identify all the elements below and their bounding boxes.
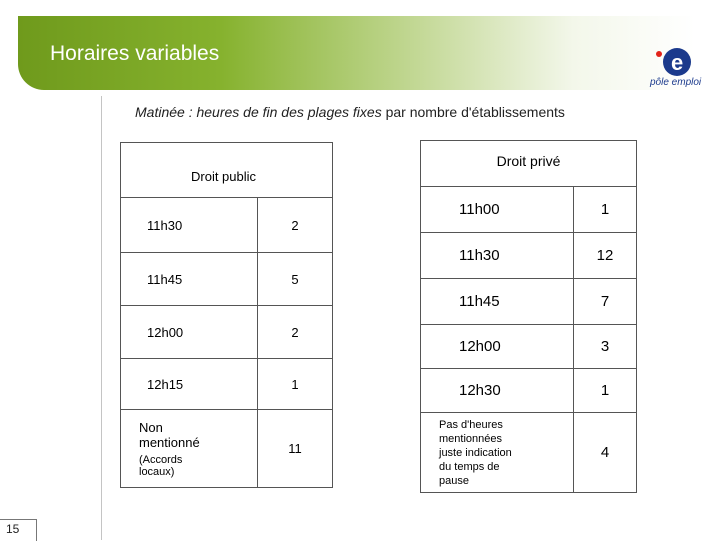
count-cell: 4: [574, 413, 637, 493]
time-cell: 12h15: [121, 359, 258, 410]
public-title: Droit public: [191, 168, 257, 184]
table-row: [421, 413, 637, 493]
time-cell: 12h30: [421, 369, 574, 413]
count-cell: 7: [574, 279, 637, 325]
unspecified-cell: [421, 413, 574, 493]
count-cell: 2: [258, 198, 333, 253]
count-cell: 1: [574, 187, 637, 233]
count-cell: 1: [574, 369, 637, 413]
count-cell: 12: [574, 233, 637, 279]
slide-title: Horaires variables: [50, 42, 220, 65]
svg-text:e: e: [671, 50, 684, 75]
private-header-cell: [421, 141, 637, 187]
table-row: [421, 233, 637, 279]
table-row: [121, 306, 333, 359]
table-row: [421, 369, 637, 413]
left-divider: [101, 96, 102, 540]
unspecified-line2: mentionnées: [439, 432, 502, 445]
count-cell: 11: [258, 410, 333, 488]
table-row: [121, 410, 333, 488]
slide-subtitle: [135, 104, 565, 120]
unspecified-cell: [121, 410, 258, 488]
count-cell: 1: [258, 359, 333, 410]
unspecified-line3: juste indication: [439, 446, 512, 459]
time-cell: 12h00: [421, 325, 574, 369]
count-cell: 5: [258, 253, 333, 306]
unspecified-note1: (Accords: [139, 453, 183, 466]
unspecified-line1: Pas d'heures: [439, 418, 503, 431]
time-cell: 11h00: [421, 187, 574, 233]
unspecified-line4: du temps de: [439, 460, 500, 473]
table-row: [121, 198, 333, 253]
table-row: [121, 253, 333, 306]
table-row: [421, 187, 637, 233]
table-row: [121, 359, 333, 410]
count-cell: 3: [574, 325, 637, 369]
table-row: [421, 325, 637, 369]
unspecified-line1: Non: [139, 419, 163, 435]
count-cell: 2: [258, 306, 333, 359]
public-header-cell: [121, 143, 333, 198]
unspecified-line5: pause: [439, 474, 469, 487]
page-number: 15: [6, 522, 20, 536]
subtitle-rest: par nombre d'établissements: [381, 104, 565, 120]
time-cell: 11h45: [421, 279, 574, 325]
private-title: Droit privé: [496, 153, 561, 169]
unspecified-note2: locaux): [139, 465, 175, 478]
time-cell: 11h30: [121, 198, 258, 253]
time-cell: 11h30: [421, 233, 574, 279]
table-row: [421, 279, 637, 325]
subtitle-italic: Matinée : heures de fin des plages fixes: [135, 104, 382, 120]
unspecified-line2: mentionné: [139, 434, 200, 450]
private-sector-table: [420, 140, 637, 493]
time-cell: 11h45: [121, 253, 258, 306]
logo-text: pôle emploi: [650, 77, 702, 88]
time-cell: 12h00: [121, 306, 258, 359]
public-sector-table: [120, 142, 333, 488]
